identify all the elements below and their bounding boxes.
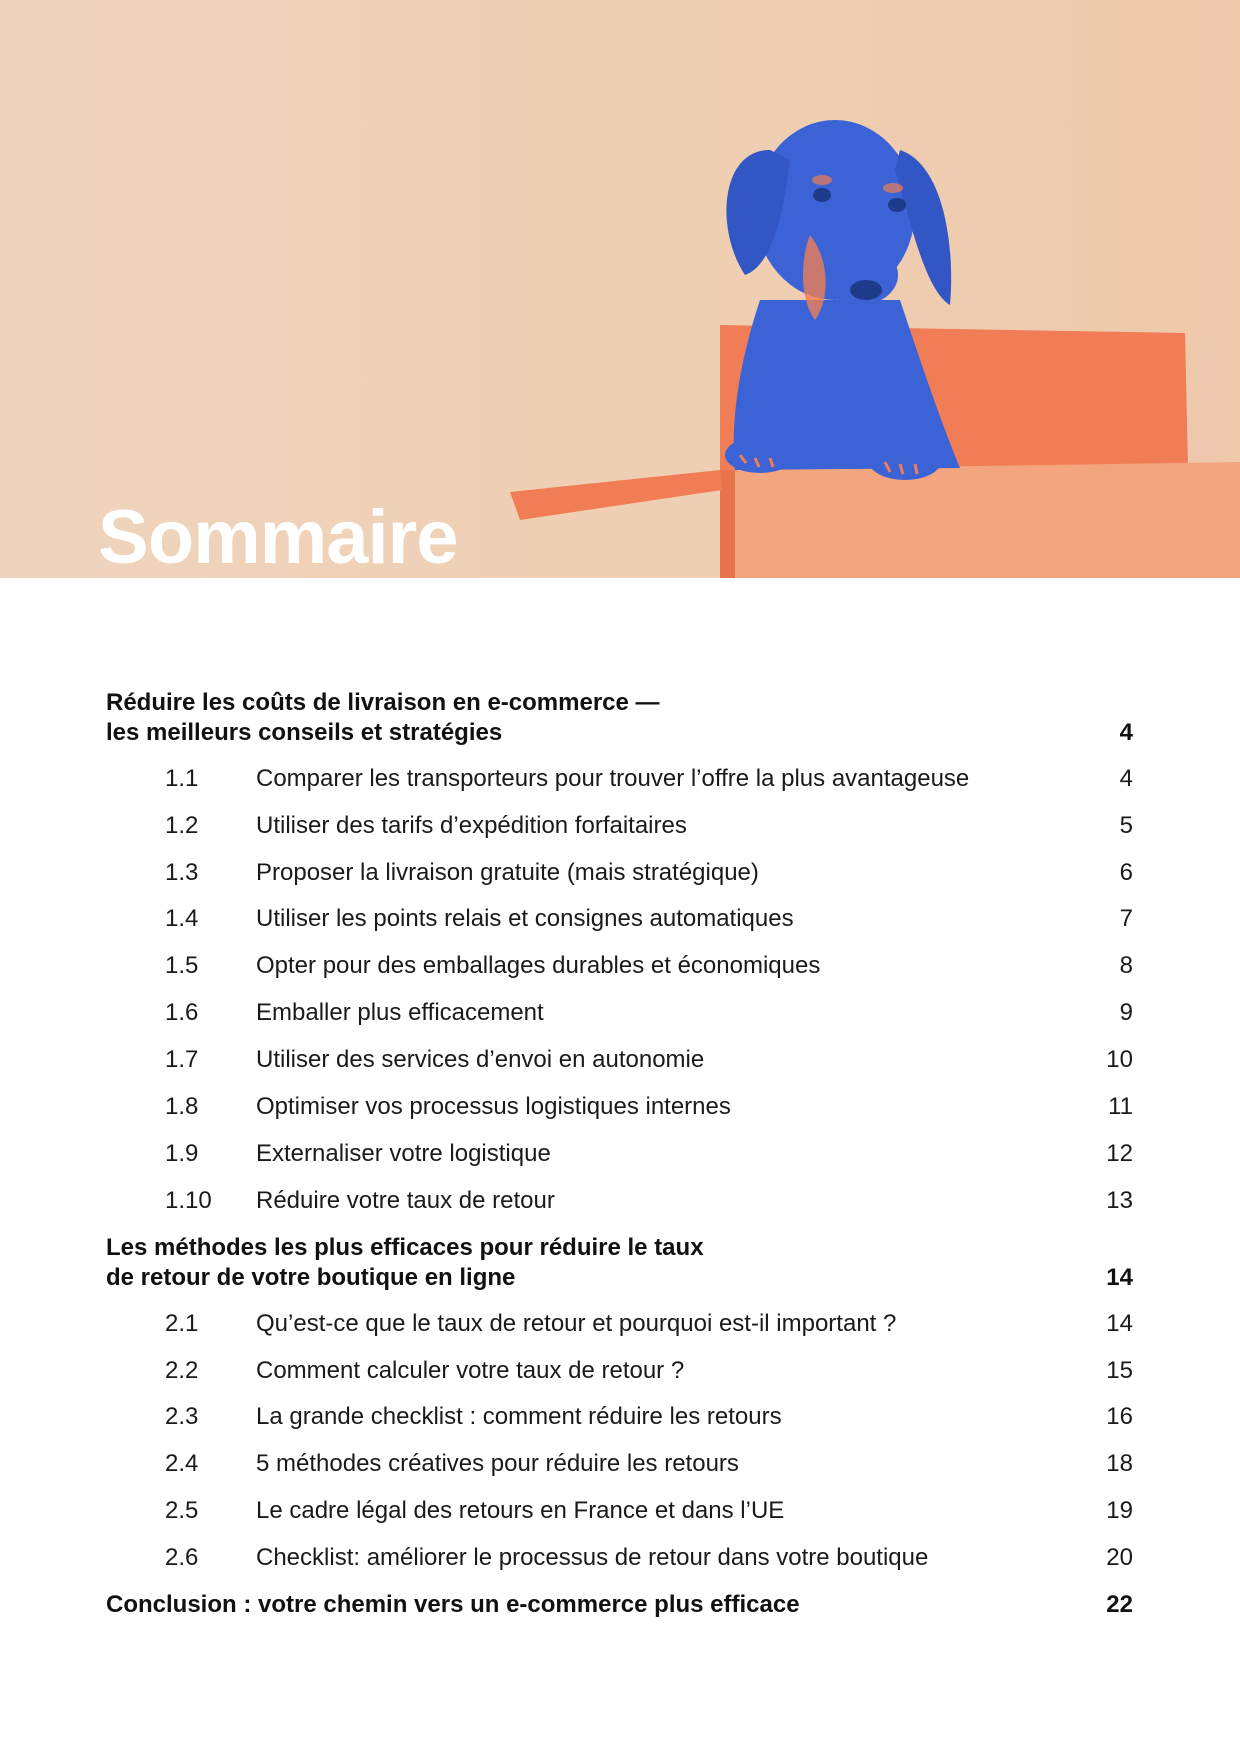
toc-item-label: Comparer les transporteurs pour trouver l’offre la plus avantageuse: [256, 765, 970, 792]
toc-item-number: 2.5: [165, 1497, 199, 1524]
toc-item-number: 1.2: [165, 812, 199, 839]
toc-section-1-title[interactable]: [106, 688, 866, 748]
toc-item-label: La grande checklist : comment réduire les retours: [256, 1403, 782, 1430]
toc-section-1-title-line1: Réduire les coûts de livraison en e-commerce —: [106, 689, 660, 716]
toc-item-number: 1.9: [165, 1140, 199, 1167]
toc-item-label: Externaliser votre logistique: [256, 1140, 551, 1167]
toc-item-1-1[interactable]: [0, 762, 1240, 796]
toc-conclusion-title[interactable]: [106, 1590, 1006, 1620]
toc-item-2-4[interactable]: [0, 1447, 1240, 1481]
toc-item-label: Le cadre légal des retours en France et dans l’UE: [256, 1497, 785, 1524]
toc-item-page: 9: [1119, 999, 1133, 1026]
toc-item-number: 1.3: [165, 859, 199, 886]
toc-item-page: 13: [1106, 1187, 1133, 1214]
toc-item-number: 1.6: [165, 999, 199, 1026]
toc-section-2-title-line1: Les méthodes les plus efficaces pour réduire le taux: [106, 1234, 704, 1261]
toc-item-label: Utiliser des tarifs d’expédition forfaitaires: [256, 812, 687, 839]
toc-item-page: 20: [1106, 1544, 1133, 1571]
toc-item-2-3[interactable]: [0, 1400, 1240, 1434]
toc-conclusion-page: 22: [1106, 1591, 1133, 1618]
toc-section-2-title-line2: de retour de votre boutique en ligne: [106, 1264, 516, 1291]
page-title: Sommaire: [98, 495, 458, 578]
toc-item-page: 5: [1119, 812, 1133, 839]
toc-item-1-9[interactable]: [0, 1137, 1240, 1171]
toc-item-label: Utiliser des services d’envoi en autonomie: [256, 1046, 705, 1073]
toc-item-page: 14: [1106, 1310, 1133, 1337]
toc-item-2-5[interactable]: [0, 1494, 1240, 1528]
toc-conclusion-title-line1: Conclusion : votre chemin vers un e-commerce plus efficace: [106, 1591, 800, 1618]
toc-item-1-5[interactable]: [0, 949, 1240, 983]
toc-item-1-3[interactable]: [0, 856, 1240, 890]
toc-item-number: 2.1: [165, 1310, 199, 1337]
toc-item-1-2[interactable]: [0, 809, 1240, 843]
toc-section-2-title[interactable]: [106, 1233, 866, 1293]
toc-item-label: Proposer la livraison gratuite (mais stratégique): [256, 859, 759, 886]
toc-item-label: Checklist: améliorer le processus de retour dans votre boutique: [256, 1544, 929, 1571]
toc-item-page: 16: [1106, 1403, 1133, 1430]
toc-section-1-page: 4: [1119, 719, 1133, 746]
toc-item-number: 2.2: [165, 1357, 199, 1384]
toc-item-page: 7: [1119, 905, 1133, 932]
toc-item-number: 1.4: [165, 905, 199, 932]
toc-item-page: 19: [1106, 1497, 1133, 1524]
toc-item-1-8[interactable]: [0, 1090, 1240, 1124]
toc-item-number: 2.4: [165, 1450, 199, 1477]
toc-item-page: 10: [1106, 1046, 1133, 1073]
toc-item-1-4[interactable]: [0, 902, 1240, 936]
toc-item-number: 1.1: [165, 765, 199, 792]
toc-item-number: 2.3: [165, 1403, 199, 1430]
toc-item-number: 2.6: [165, 1544, 199, 1571]
toc-item-2-2[interactable]: [0, 1354, 1240, 1388]
toc-item-2-6[interactable]: [0, 1541, 1240, 1575]
toc-item-page: 6: [1119, 859, 1133, 886]
toc-item-number: 1.10: [165, 1187, 212, 1214]
toc-item-number: 1.8: [165, 1093, 199, 1120]
toc-item-page: 12: [1106, 1140, 1133, 1167]
toc-section-1-title-line2: les meilleurs conseils et stratégies: [106, 719, 503, 746]
toc-item-label: Optimiser vos processus logistiques internes: [256, 1093, 731, 1120]
toc-item-label: Emballer plus efficacement: [256, 999, 544, 1026]
toc-section-2-page: 14: [1106, 1264, 1133, 1291]
toc-item-label: Comment calculer votre taux de retour ?: [256, 1357, 685, 1384]
toc-item-page: 11: [1108, 1093, 1133, 1120]
toc-item-2-1[interactable]: [0, 1307, 1240, 1341]
toc-item-label: Réduire votre taux de retour: [256, 1187, 555, 1214]
toc-item-page: 18: [1106, 1450, 1133, 1477]
toc-item-label: Utiliser les points relais et consignes automatiques: [256, 905, 794, 932]
toc-item-1-6[interactable]: [0, 996, 1240, 1030]
toc-item-label: Opter pour des emballages durables et économiques: [256, 952, 821, 979]
toc-item-label: Qu’est-ce que le taux de retour et pourquoi est-il important ?: [256, 1310, 897, 1337]
toc-item-1-7[interactable]: [0, 1043, 1240, 1077]
toc-item-number: 1.5: [165, 952, 199, 979]
toc-item-page: 15: [1106, 1357, 1133, 1384]
toc-item-1-10[interactable]: [0, 1184, 1240, 1218]
toc-item-page: 4: [1119, 765, 1133, 792]
toc-item-label: 5 méthodes créatives pour réduire les retours: [256, 1450, 739, 1477]
toc-item-number: 1.7: [165, 1046, 199, 1073]
toc-item-page: 8: [1119, 952, 1133, 979]
